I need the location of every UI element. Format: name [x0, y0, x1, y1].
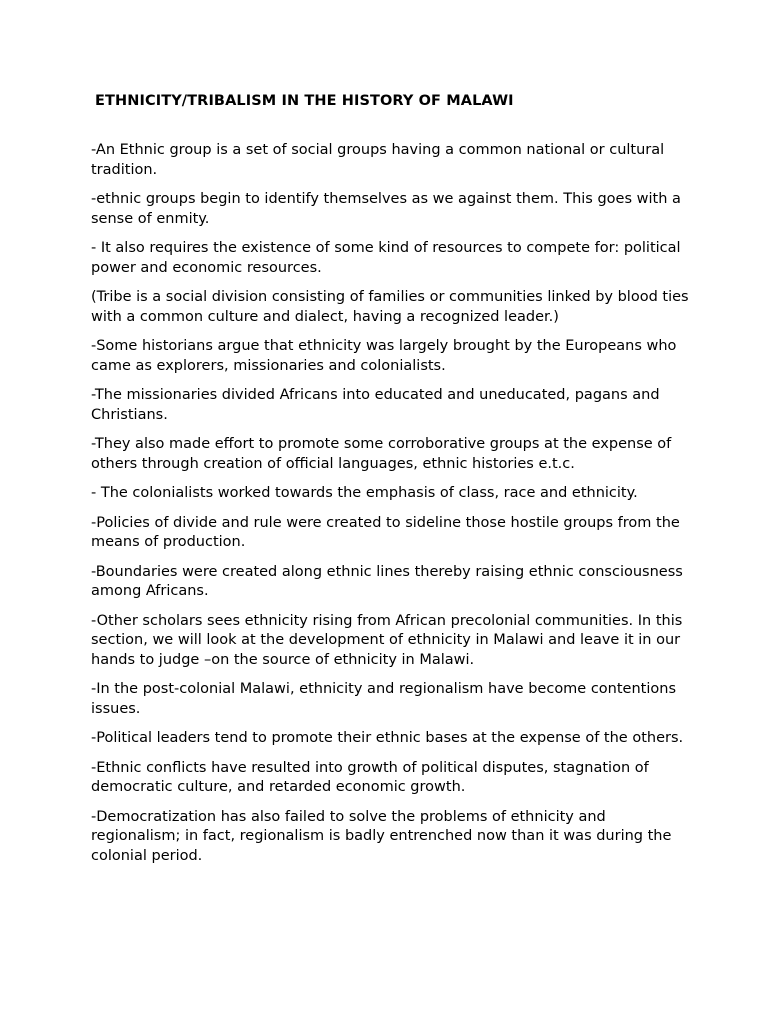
paragraph-10: -Boundaries were created along ethnic lines thereby raising ethnic consciousness among Africans. [91, 563, 683, 599]
paragraph-11: -Other scholars sees ethnicity rising from African precolonial communities. In this section, we will look at the development of ethnicity in Malawi and leave it in our hands to judge –on the source of ethnicity in Malawi. [91, 612, 683, 668]
paragraph-12: -In the post-colonial Malawi, ethnicity and regionalism have become contentions issues. [91, 681, 676, 717]
paragraph-7: -They also made effort to promote some corroborative groups at the expense of others through creation of official languages, ethnic histories e.t.c. [91, 436, 672, 472]
document-body [91, 141, 691, 876]
paragraph-3: - It also requires the existence of some kind of resources to compete for: political power and economic resources. [91, 240, 681, 276]
paragraph-13: -Political leaders tend to promote their ethnic bases at the expense of the others. [91, 730, 684, 746]
paragraph-2: -ethnic groups begin to identify themselves as we against them. This goes with a sense of enmity. [91, 191, 681, 227]
paragraph-5: -Some historians argue that ethnicity was largely brought by the Europeans who came as explorers, missionaries and colonialists. [91, 338, 677, 374]
paragraph-8: - The colonialists worked towards the emphasis of class, race and ethnicity. [91, 485, 638, 501]
paragraph-9: -Policies of divide and rule were created to sideline those hostile groups from the means of production. [91, 514, 680, 550]
paragraph-14: -Ethnic conflicts have resulted into growth of political disputes, stagnation of democratic culture, and retarded economic growth. [91, 759, 649, 795]
paragraph-1: -An Ethnic group is a set of social groups having a common national or cultural tradition. [91, 142, 665, 178]
paragraph-15: -Democratization has also failed to solve the problems of ethnicity and regionalism; in fact, regionalism is badly entrenched now than it was during the colonial period. [91, 808, 672, 864]
paragraph-6: -The missionaries divided Africans into educated and uneducated, pagans and Christians. [91, 387, 660, 423]
document-title: ETHNICITY/TRIBALISM IN THE HISTORY OF MALAWI [95, 93, 514, 109]
paragraph-4: (Tribe is a social division consisting of families or communities linked by blood ties with a common culture and dialect, having a recognized leader.) [91, 289, 689, 325]
